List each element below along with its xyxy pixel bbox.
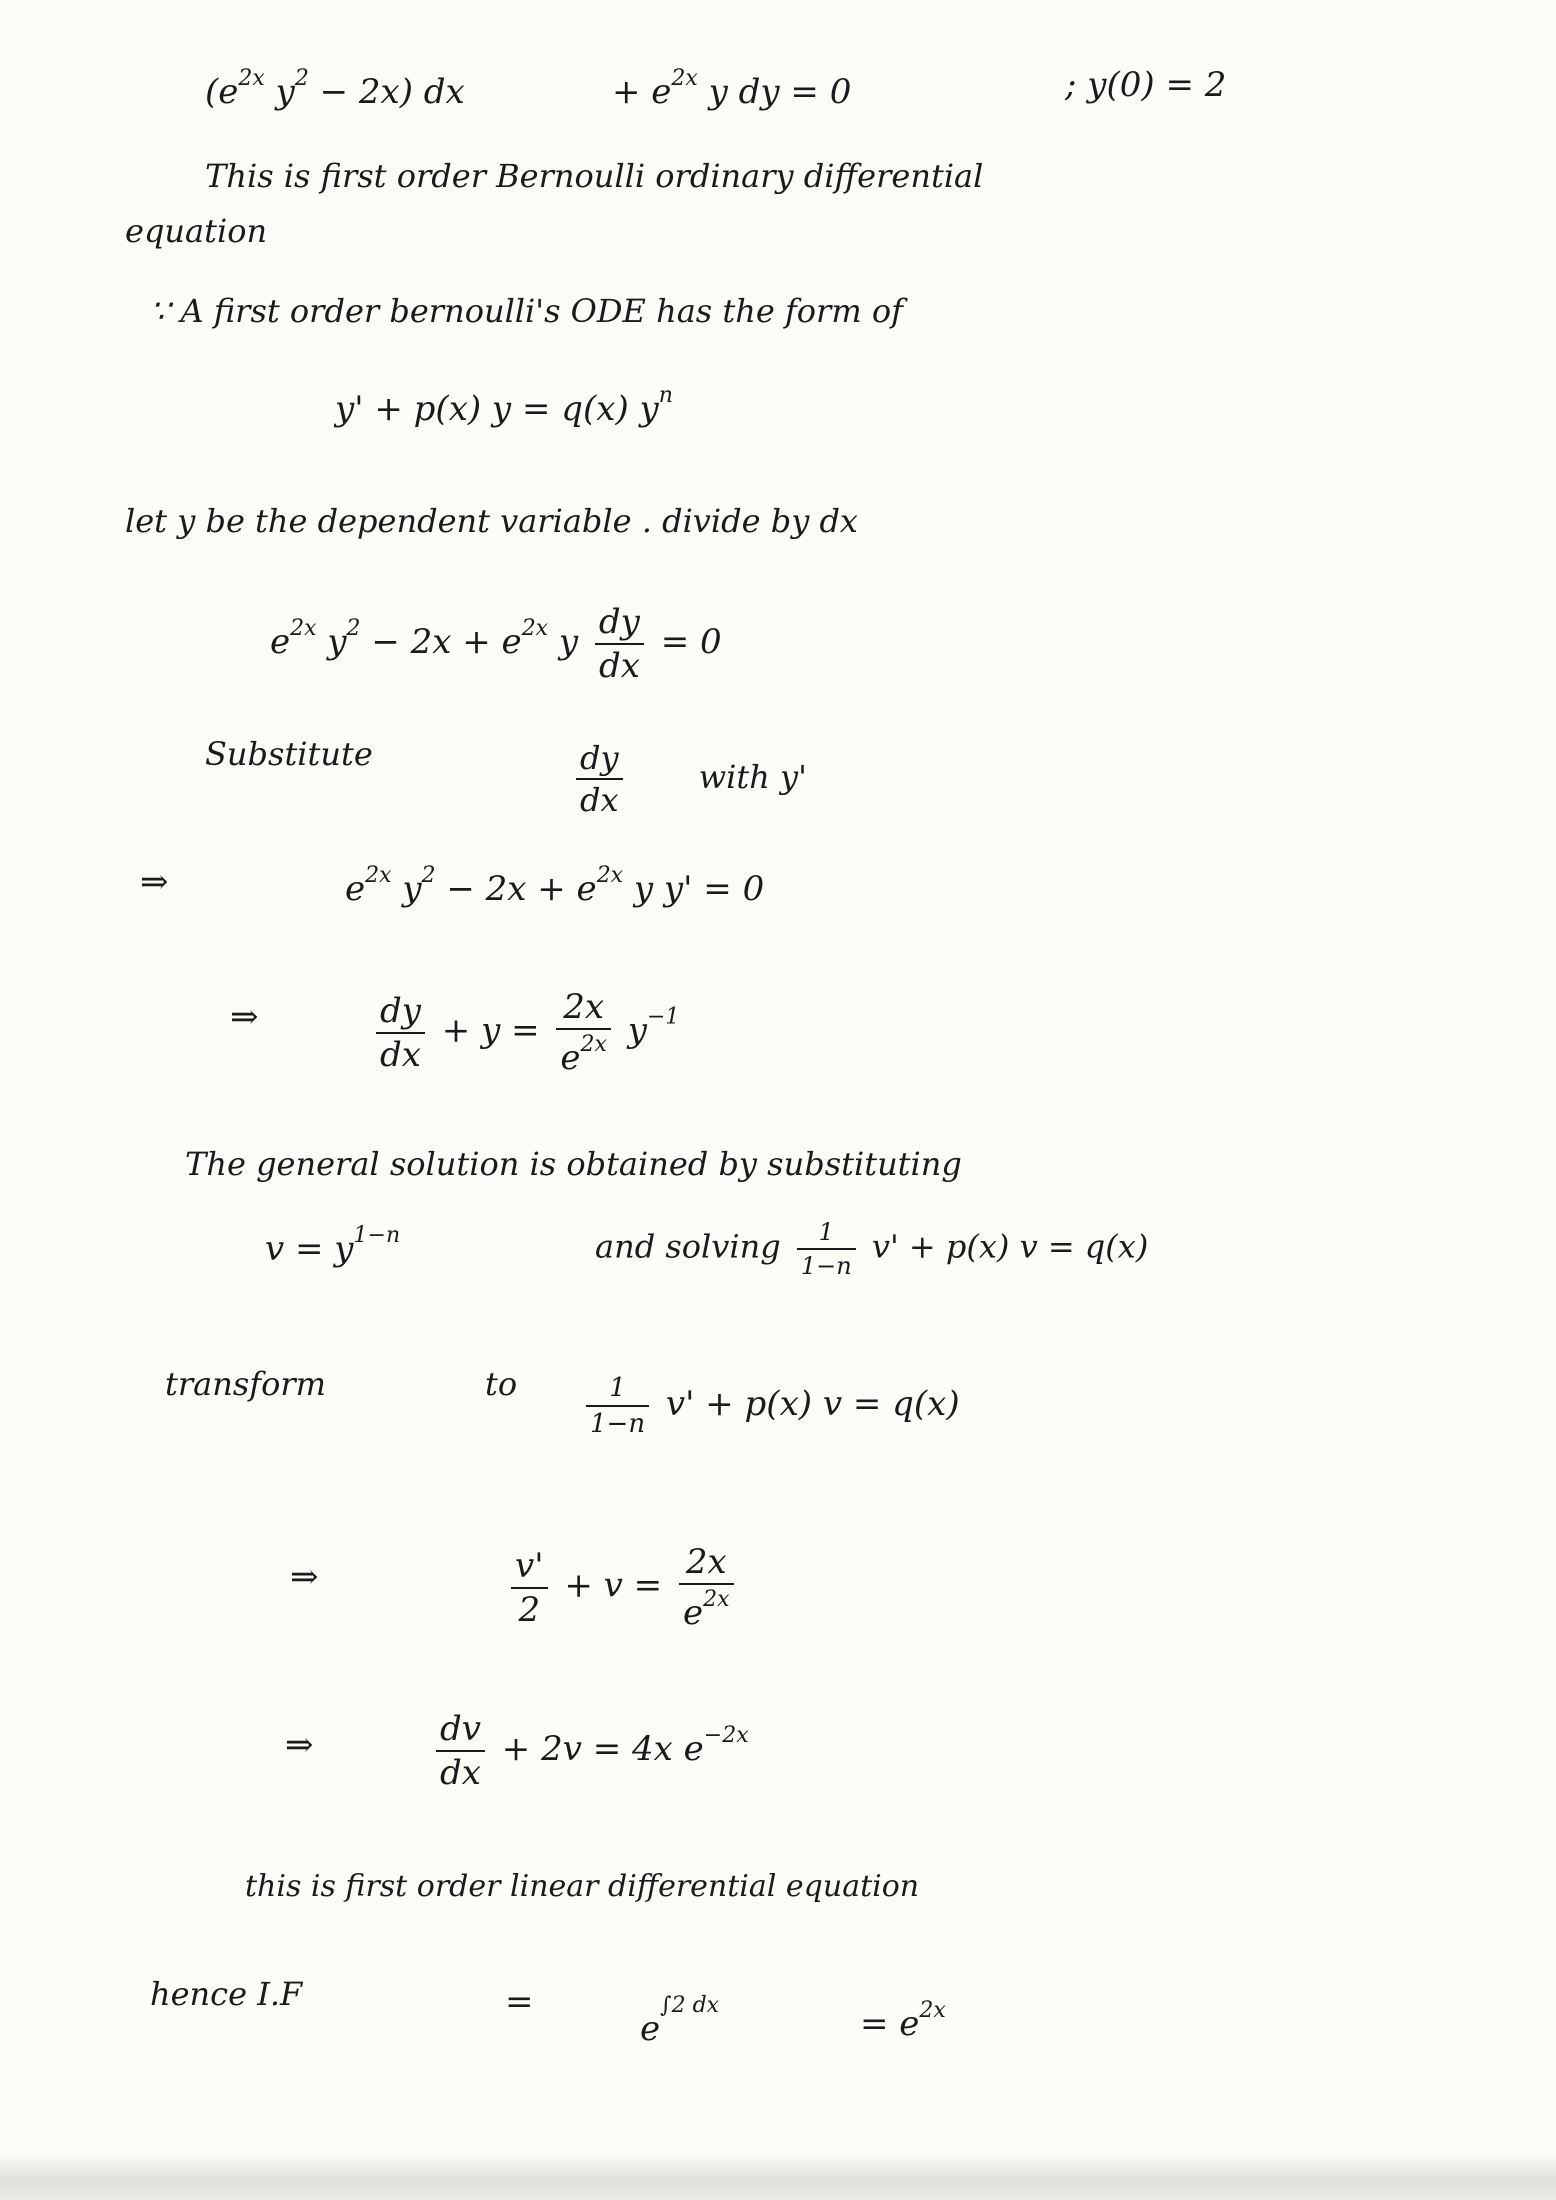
exponent: −1 bbox=[646, 1004, 680, 1030]
fraction bbox=[556, 987, 611, 1078]
exponent: ∫2 dx bbox=[660, 1993, 720, 2018]
eq-part: y bbox=[264, 72, 295, 112]
exponent: −2x bbox=[703, 1723, 749, 1748]
fraction bbox=[376, 990, 425, 1075]
exponent: 2x bbox=[703, 1587, 730, 1612]
denominator: dx bbox=[436, 1750, 485, 1790]
exponent: 2x bbox=[580, 1032, 607, 1057]
den-base: e bbox=[560, 1038, 581, 1078]
substitute-line bbox=[205, 735, 373, 773]
eq-part: v' + p(x) v = q(x) bbox=[861, 1227, 1149, 1266]
exponent: 2x bbox=[365, 863, 392, 888]
denominator: dx bbox=[376, 1032, 425, 1072]
transformed-equation bbox=[580, 1375, 960, 1437]
exponent: 2x bbox=[521, 616, 549, 641]
denominator: 2 bbox=[511, 1587, 548, 1627]
exponent: 2x bbox=[596, 863, 624, 888]
text-line: The general solution is obtained by substituting bbox=[185, 1145, 962, 1183]
equals-sign: = bbox=[505, 1982, 534, 2022]
substitute-line-rhs bbox=[570, 739, 807, 819]
eq-part: y bbox=[316, 622, 347, 662]
denominator: dx bbox=[576, 778, 623, 816]
numerator: dy bbox=[380, 990, 421, 1031]
text-line: let y be the dependent variable . divide by dx bbox=[125, 502, 858, 540]
eq-part: (e bbox=[205, 72, 239, 112]
implies-arrow: ⇒ bbox=[140, 862, 169, 902]
fraction bbox=[586, 1375, 649, 1437]
eq-part: y bbox=[391, 869, 422, 909]
v-equation bbox=[505, 1542, 740, 1633]
exponent: 2x bbox=[238, 66, 265, 91]
text-line: ∵ A first order bernoulli's ODE has the form of bbox=[150, 292, 903, 330]
integrating-factor-label: hence I.F bbox=[150, 1975, 303, 2013]
numerator: v' bbox=[515, 1545, 544, 1586]
eq-part: + e bbox=[612, 72, 672, 112]
exponent: 2 bbox=[346, 616, 361, 641]
numerator: 1 bbox=[609, 1373, 626, 1403]
text-line: equation bbox=[125, 212, 268, 250]
integrating-factor-result bbox=[860, 1998, 946, 2044]
initial-condition: ; y(0) = 2 bbox=[1065, 65, 1227, 105]
numerator: 2x bbox=[685, 1542, 727, 1582]
eq-part: y bbox=[548, 622, 579, 662]
eq-part: − 2x + e bbox=[360, 622, 522, 662]
integrating-factor-expr bbox=[640, 1993, 720, 2049]
page-bottom-shadow bbox=[0, 2154, 1556, 2200]
fraction bbox=[511, 1545, 548, 1630]
eq-part: + 2v = 4x e bbox=[490, 1729, 704, 1769]
denominator bbox=[556, 1028, 611, 1078]
fraction bbox=[436, 1709, 485, 1793]
eq-part: − 2x + e bbox=[435, 869, 597, 909]
denominator bbox=[679, 1583, 734, 1633]
eq-part: v' + p(x) v = q(x) bbox=[655, 1384, 960, 1424]
linear-ode bbox=[430, 1709, 749, 1793]
eq-part: e bbox=[270, 622, 291, 662]
implies-arrow: ⇒ bbox=[290, 1557, 319, 1597]
implies-arrow: ⇒ bbox=[230, 997, 259, 1037]
text-line: This is first order Bernoulli ordinary differential bbox=[205, 157, 984, 195]
exponent: 2x bbox=[919, 1998, 946, 2023]
exponent: 2x bbox=[290, 616, 317, 641]
eq-part: and solving bbox=[595, 1227, 781, 1266]
den-base: e bbox=[682, 1593, 704, 1633]
implies-arrow: ⇒ bbox=[285, 1725, 314, 1765]
exponent: 2x bbox=[671, 66, 698, 91]
denominator: 1−n bbox=[797, 1248, 856, 1278]
eq-part: y y' = 0 bbox=[623, 869, 765, 909]
numerator: dy bbox=[580, 739, 619, 777]
eq-part: − 2x) dx bbox=[308, 72, 465, 112]
exponent: 1−n bbox=[353, 1223, 401, 1248]
eq-part: + v = bbox=[553, 1565, 663, 1606]
eq-part: y' + p(x) y = q(x) y bbox=[335, 389, 659, 429]
divided-equation bbox=[270, 602, 722, 686]
text-line: this is first order linear differential equation bbox=[245, 1869, 920, 1904]
fraction bbox=[595, 602, 644, 686]
fraction bbox=[576, 739, 623, 819]
substitution-line-rhs bbox=[595, 1220, 1148, 1278]
eq-part: Substitute bbox=[205, 735, 373, 773]
eq-part: = 0 bbox=[660, 622, 722, 662]
exponent: 2 bbox=[294, 66, 309, 91]
bernoulli-form bbox=[335, 383, 673, 429]
eq-part: y dy = 0 bbox=[697, 72, 852, 112]
fraction bbox=[797, 1220, 856, 1278]
numerator: dv bbox=[440, 1709, 481, 1749]
eq-part: y bbox=[616, 1010, 647, 1051]
transform-to: to bbox=[485, 1365, 518, 1403]
eq-part: e bbox=[640, 2009, 661, 2049]
eq-part: = e bbox=[860, 2004, 920, 2044]
ode-equation bbox=[205, 66, 465, 112]
exponent: n bbox=[658, 383, 673, 408]
numerator: 1 bbox=[818, 1218, 834, 1246]
ode-equation-rhs bbox=[612, 66, 852, 112]
eq-part: v = y bbox=[265, 1229, 354, 1269]
substitution-line bbox=[265, 1223, 401, 1269]
eq-part: e bbox=[345, 869, 366, 909]
eq-part: with y' bbox=[698, 757, 807, 796]
eq-part: + y = bbox=[441, 1010, 540, 1051]
substituted-equation bbox=[345, 863, 765, 909]
text-line: transform bbox=[165, 1365, 327, 1403]
numerator: dy bbox=[598, 602, 640, 642]
denominator: dx bbox=[595, 643, 644, 683]
bernoulli-equation bbox=[370, 987, 680, 1078]
exponent: 2 bbox=[421, 863, 436, 888]
fraction bbox=[679, 1542, 734, 1633]
numerator: 2x bbox=[563, 987, 605, 1027]
denominator: 1−n bbox=[586, 1405, 649, 1437]
